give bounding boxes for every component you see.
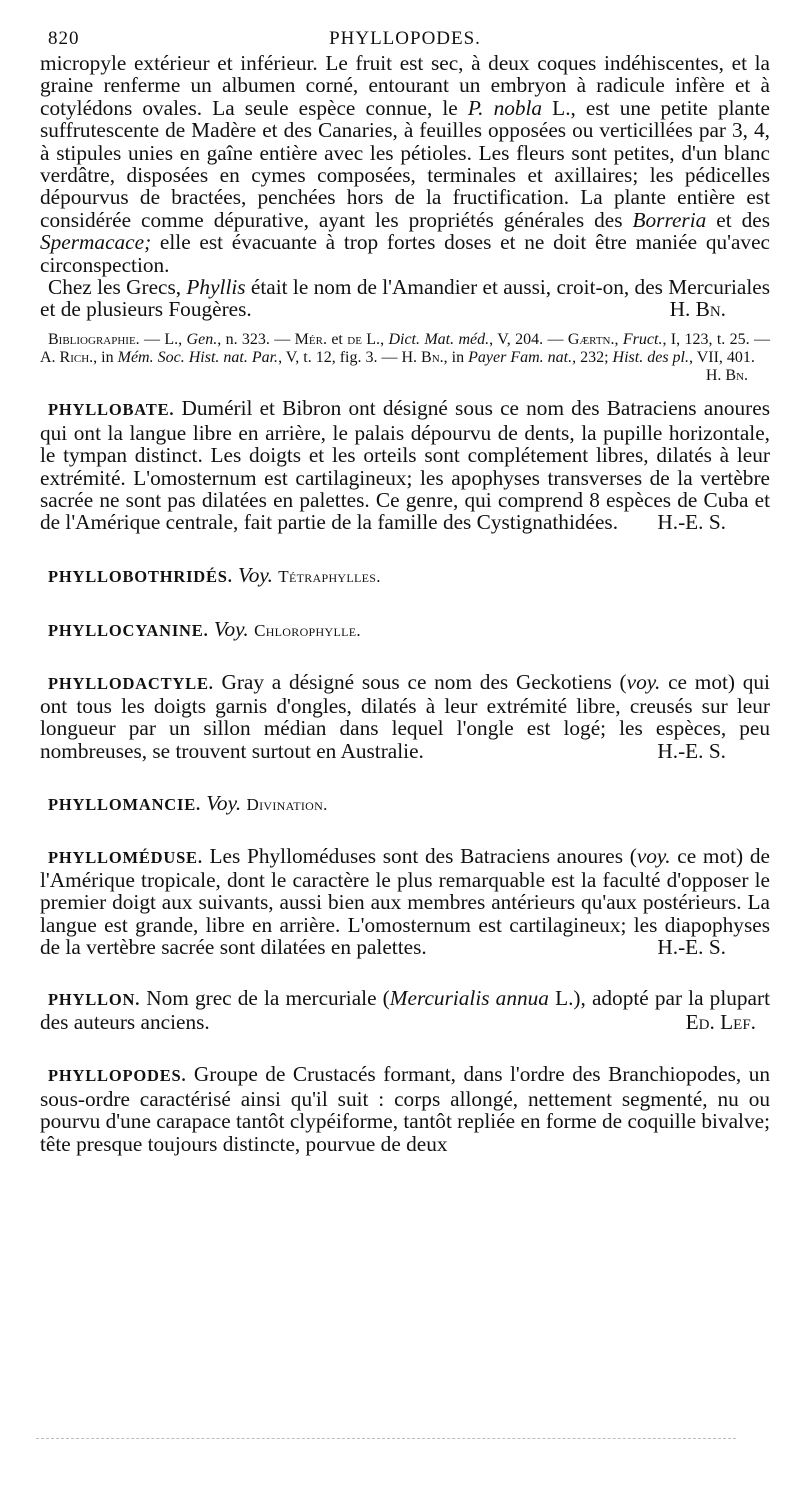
- taxon-name: Phyllis: [186, 275, 246, 300]
- text-run: L.), adopté par la plupart des auteurs anciens.: [40, 985, 771, 1034]
- entry-headword: PHYLLODACTYLE.: [48, 673, 214, 693]
- text-run: Gray a désigné sous ce nom des Geckotiens (: [213, 669, 627, 694]
- taxon-name: Borreria: [632, 207, 707, 232]
- text-run: , VII, 401.: [689, 349, 755, 367]
- bibliography: [40, 330, 771, 385]
- text-run: Nom grec de la mercuriale (: [140, 985, 390, 1010]
- author-name: A. Rich.: [40, 349, 94, 367]
- text-run: Chez les Grecs,: [48, 275, 187, 300]
- citation-title: Mém. Soc. Hist. nat. Par.: [117, 349, 279, 367]
- author-name: Gærtn.: [567, 330, 615, 348]
- text-run: ce mot) qui ont tous les doigts garnis d'ongles, dilatés à leur extrémité libre, creusés sur leur longueur par un sillon médian dans lequel l'ongle est logé; les espèces, peu nombreuses, se trouvent surtout en Australie.: [40, 669, 770, 763]
- cross-reference-target: Divination.: [246, 795, 328, 815]
- text-run: et: [326, 330, 348, 348]
- text-run: ce mot) de l'Amérique tropicale, dont le caractère le plus remarquable est la faculté d'opposer le premier doigt aux suivants, aussi bien aux membres antérieurs qu'aux postérieurs. La langue est grande, libre en arrière. L'omosternum est cartilagineux; les diapophyses de la vertèbre sacrée sont dilatées en palettes.: [40, 843, 770, 960]
- entry-phyllobate: [40, 397, 770, 533]
- author-signature: H. Bn.: [669, 297, 726, 322]
- phyllis-etymology-paragraph: [40, 276, 770, 321]
- text-run: — L.,: [139, 330, 187, 348]
- text-run: L., est une petite plante suffrutescente de Madère et des Canaries, à feuilles opposées ou verticillées par 3, 4, à stipules unies en gaîne entière avec les pétioles. Les fleurs sont petites, d'un blanc verdâtre, disposées en cymes composées, terminales et axillaires; les pédicelles dépourvus de bractées, penchées hors de la fructification. La plante entière est considérée comme dépurative, ayant les propriétés générales des: [40, 95, 770, 232]
- text-run: , V, t. 12, fig. 3. —: [278, 349, 402, 367]
- text-run: , V, 204. —: [489, 330, 568, 348]
- page-number: 820: [48, 28, 80, 49]
- entry-phyllopodes: [40, 1063, 770, 1155]
- entry-phyllomeduse: [40, 845, 770, 959]
- text-run: était le nom de l'Amandier et aussi, croit-on, des Mercuriales et de plusieurs Fougères.: [40, 275, 770, 322]
- author-signature: H.-E. S.: [657, 510, 726, 535]
- citation-title: Payer Fam. nat.: [468, 349, 573, 367]
- page-header: [40, 28, 770, 52]
- entry-headword: PHYLLOMÉDUSE.: [48, 847, 203, 867]
- bibliography-label: Bibliographie.: [48, 330, 140, 348]
- author-name: Mér.: [294, 330, 327, 348]
- cross-reference-label: Voy.: [213, 617, 249, 642]
- page: [40, 28, 770, 1155]
- cross-reference-target: Tétraphylles.: [278, 566, 381, 586]
- text-run: micropyle extérieur et inférieur. Le fruit est sec, à deux coques indéhiscentes, et la graine renferme un albumen corné, entourant un embryon à radicule infère et à cotylédons ovales. La seule espèce connue, le: [40, 51, 770, 120]
- entry-headword: PHYLLOCYANINE.: [48, 621, 209, 641]
- text-run: et des: [706, 207, 770, 232]
- entry-phyllobothrides: [40, 564, 770, 588]
- citation-title: Fruct.: [622, 330, 663, 348]
- entry-text: Duméril et Bibron ont désigné sous ce nom des Batraciens anoures qui ont la langue libre en arrière, le palais dépourvu de dents, la pupille horizontale, le tympan distinct. Les doigts et les orteils sont complétement libres, dilatés à leur extrémité. L'omosternum est cartilagineux; les apophyses transverses de la vertèbre sacrée ne sont pas dilatées en palettes. Ce genre, qui comprend 8 espèces de Cuba et de l'Amérique centrale, fait partie de la famille des Cystignathidées.: [40, 396, 770, 535]
- page-bottom-rule: [36, 1438, 736, 1439]
- text-run: ,: [614, 330, 623, 348]
- entry-phyllomancie: [40, 792, 770, 816]
- entry-headword: PHYLLOBOTHRIDÉS.: [48, 566, 233, 586]
- citation-title: Dict. Mat. méd.: [388, 330, 490, 348]
- author-name: H. Bn.: [401, 349, 444, 367]
- taxon-name: P. nobla: [467, 95, 543, 120]
- text-run: , 232;: [572, 349, 613, 367]
- citation-title: Gen.: [186, 330, 218, 348]
- author-signature: H.-E. S.: [657, 935, 726, 960]
- entry-text: Groupe de Crustacés formant, dans l'ordre des Branchiopodes, un sous-ordre caractérisé ainsi qu'il suit : corps allongé, nettement segmenté, nu ou pourvu d'une carapace tantôt clypéiforme, tantôt repliée en forme de coquille bivalve; tête presque toujours distincte, pourvue de deux: [40, 1062, 770, 1156]
- text-run: , n. 323. —: [217, 330, 295, 348]
- running-title: PHYLLOPODES.: [329, 28, 481, 49]
- text-run: ,: [380, 330, 389, 348]
- author-signature: H.-E. S.: [657, 738, 726, 763]
- taxon-name: Spermacace;: [40, 230, 152, 255]
- entry-headword: PHYLLOBATE.: [48, 400, 175, 420]
- cross-reference-label: voy.: [636, 843, 671, 868]
- entry-headword: PHYLLOPODES.: [48, 1066, 187, 1086]
- entry-phyllocyanine: [40, 618, 770, 642]
- entry-headword: PHYLLON.: [48, 989, 141, 1009]
- author-name: de L.: [347, 330, 381, 348]
- cross-reference-target: Chlorophylle.: [254, 621, 361, 641]
- author-signature: H. Bn.: [705, 367, 748, 385]
- entry-phyllodactyle: [40, 671, 770, 763]
- entry-headword: PHYLLOMANCIE.: [48, 795, 201, 815]
- text-run: elle est évacuante à trop fortes doses et ne doit être maniée qu'avec circonspection.: [40, 230, 770, 277]
- cross-reference-label: Voy.: [238, 562, 273, 587]
- taxon-name: Mercurialis annua: [389, 985, 549, 1010]
- author-signature: Ed. Lef.: [685, 1010, 756, 1034]
- citation-title: Hist. des pl.: [612, 349, 689, 367]
- text-run: , in: [443, 349, 469, 367]
- cross-reference-label: Voy.: [206, 791, 242, 816]
- phyllis-continuation-paragraph: [40, 52, 770, 276]
- entry-phyllon: [40, 987, 770, 1034]
- text-run: , I, 123, t. 25. —: [662, 330, 771, 348]
- cross-reference-label: voy.: [626, 669, 661, 694]
- text-run: Les Phylloméduses sont des Batraciens anoures (: [202, 843, 637, 868]
- text-run: , in: [93, 349, 118, 367]
